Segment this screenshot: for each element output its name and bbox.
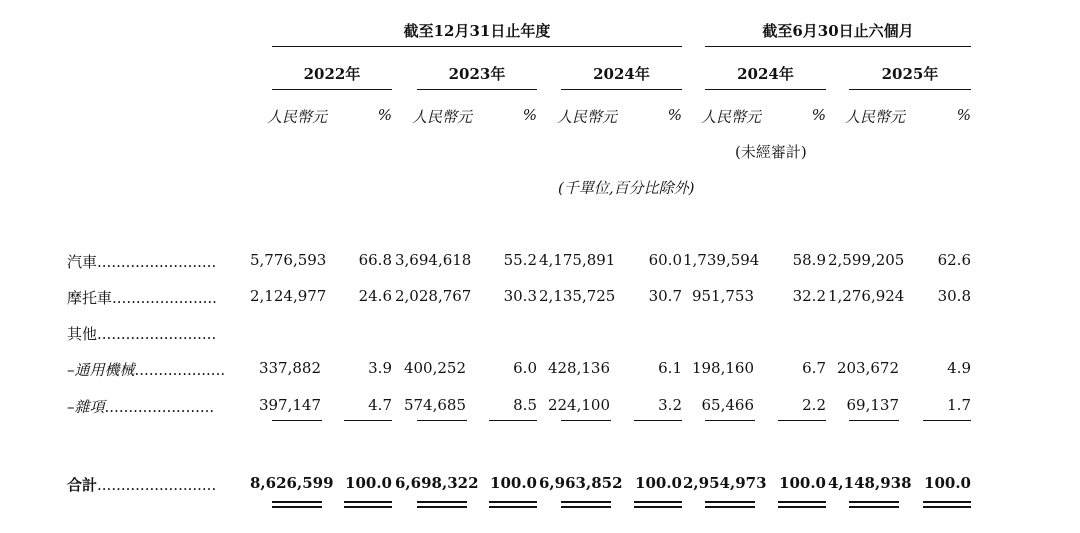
- six-month-period-rule: [705, 46, 971, 47]
- subtotal-rule: [634, 420, 682, 421]
- cell-misc-2022-amt: 397,147: [258, 396, 321, 414]
- cell-misc-2024h1-amt: 65,466: [701, 396, 754, 414]
- cell-auto-2025h1-amt: 2,599,205: [828, 251, 905, 269]
- cell-gm-2025h1-pct: 4.9: [947, 359, 971, 377]
- cell-total-2025h1-pct: 100.0: [924, 474, 971, 492]
- year-rule-2023: [417, 89, 537, 90]
- year-rule-2024: [561, 89, 682, 90]
- cell-gm-2023-amt: 400,252: [403, 359, 466, 377]
- cell-misc-2025h1-amt: 69,137: [846, 396, 899, 414]
- total-double-rule: [849, 501, 899, 508]
- subtotal-rule: [923, 420, 971, 421]
- year-rule-2025-h1: [849, 89, 971, 90]
- cell-misc-2025h1-pct: 1.7: [947, 396, 971, 414]
- cell-auto-2024h1-pct: 58.9: [792, 251, 826, 269]
- cell-moto-2025h1-amt: 1,276,924: [828, 287, 905, 305]
- cell-gm-2022-amt: 337,882: [258, 359, 321, 377]
- cell-gm-2022-pct: 3.9: [368, 359, 392, 377]
- cell-total-2024h1-amt: 2,954,973: [683, 474, 767, 492]
- cell-auto-2024-amt: 4,175,891: [539, 251, 616, 269]
- cell-misc-2023-amt: 574,685: [403, 396, 466, 414]
- unit-label-2022: 人民幣元: [267, 108, 328, 126]
- cell-total-2025h1-amt: 4,148,938: [828, 474, 912, 492]
- total-double-rule: [344, 501, 392, 508]
- total-double-rule: [705, 501, 755, 508]
- unit-label-2023: 人民幣元: [412, 108, 473, 126]
- cell-gm-2024-amt: 428,136: [547, 359, 610, 377]
- pct-label-2024-h1: %: [811, 106, 826, 124]
- cell-auto-2022-amt: 5,776,593: [250, 251, 327, 269]
- total-double-rule: [489, 501, 537, 508]
- cell-moto-2025h1-pct: 30.8: [937, 287, 971, 305]
- subtotal-rule: [849, 420, 899, 421]
- cell-auto-2022-pct: 66.8: [358, 251, 392, 269]
- row-label-automobile: 汽車.........................: [67, 253, 217, 271]
- subtotal-rule: [778, 420, 826, 421]
- subtotal-rule: [489, 420, 537, 421]
- cell-gm-2024h1-pct: 6.7: [802, 359, 826, 377]
- year-rule-2022: [272, 89, 392, 90]
- dot-leader: .........................: [97, 253, 217, 271]
- year-end-period-header: 截至12月31日止年度: [403, 22, 551, 40]
- cell-total-2023-pct: 100.0: [490, 474, 537, 492]
- cell-misc-2024-amt: 224,100: [547, 396, 610, 414]
- year-header-2023: 2023年: [448, 65, 506, 83]
- cell-misc-2023-pct: 8.5: [513, 396, 537, 414]
- row-label-total: 合計.........................: [67, 476, 217, 494]
- cell-moto-2023-pct: 30.3: [503, 287, 537, 305]
- cell-auto-2023-pct: 55.2: [503, 251, 537, 269]
- dot-leader: ...................: [134, 361, 226, 379]
- unaudited-note: (未經審計): [735, 143, 807, 161]
- cell-gm-2025h1-amt: 203,672: [836, 359, 899, 377]
- dot-leader: .......................: [104, 398, 215, 416]
- unit-label-2025-h1: 人民幣元: [845, 108, 906, 126]
- cell-moto-2024-amt: 2,135,725: [539, 287, 616, 305]
- subtotal-rule: [417, 420, 467, 421]
- unit-label-2024-h1: 人民幣元: [701, 108, 762, 126]
- year-header-2025-h1: 2025年: [881, 65, 939, 83]
- row-label-miscellaneous: –雜項.......................: [67, 398, 215, 416]
- cell-auto-2024-pct: 60.0: [648, 251, 682, 269]
- total-double-rule: [923, 501, 971, 508]
- year-rule-2024-h1: [705, 89, 826, 90]
- cell-moto-2024-pct: 30.7: [648, 287, 682, 305]
- row-label-general-machinery: –通用機械...................: [67, 361, 226, 379]
- cell-misc-2022-pct: 4.7: [368, 396, 392, 414]
- cell-moto-2024h1-amt: 951,753: [691, 287, 754, 305]
- cell-moto-2024h1-pct: 32.2: [792, 287, 826, 305]
- cell-misc-2024-pct: 3.2: [658, 396, 682, 414]
- cell-total-2024h1-pct: 100.0: [779, 474, 826, 492]
- cell-auto-2025h1-pct: 62.6: [937, 251, 971, 269]
- cell-auto-2023-amt: 3,694,618: [395, 251, 472, 269]
- cell-moto-2022-pct: 24.6: [358, 287, 392, 305]
- cell-gm-2023-pct: 6.0: [513, 359, 537, 377]
- total-double-rule: [778, 501, 826, 508]
- pct-label-2025-h1: %: [956, 106, 971, 124]
- dot-leader: .........................: [97, 476, 217, 494]
- cell-moto-2023-amt: 2,028,767: [395, 287, 472, 305]
- cell-total-2022-amt: 8,626,599: [250, 474, 334, 492]
- pct-label-2023: %: [522, 106, 537, 124]
- year-end-period-rule: [272, 46, 682, 47]
- year-header-2022: 2022年: [303, 65, 361, 83]
- year-header-2024-h1: 2024年: [737, 65, 794, 83]
- cell-misc-2024h1-pct: 2.2: [802, 396, 826, 414]
- unit-note: (千單位,百分比除外): [558, 179, 695, 197]
- subtotal-rule: [344, 420, 392, 421]
- cell-total-2024-pct: 100.0: [635, 474, 682, 492]
- cell-total-2022-pct: 100.0: [345, 474, 392, 492]
- cell-gm-2024h1-amt: 198,160: [691, 359, 754, 377]
- year-header-2024: 2024年: [593, 65, 650, 83]
- unit-label-2024: 人民幣元: [557, 108, 618, 126]
- subtotal-rule: [561, 420, 611, 421]
- dot-leader: .........................: [97, 325, 217, 343]
- pct-label-2024: %: [667, 106, 682, 124]
- row-label-motorcycle: 摩托車......................: [67, 289, 217, 307]
- cell-total-2024-amt: 6,963,852: [539, 474, 623, 492]
- subtotal-rule: [272, 420, 322, 421]
- total-double-rule: [561, 501, 611, 508]
- six-month-period-header: 截至6月30日止六個月: [762, 22, 914, 40]
- pct-label-2022: %: [377, 106, 392, 124]
- total-double-rule: [417, 501, 467, 508]
- total-double-rule: [634, 501, 682, 508]
- cell-moto-2022-amt: 2,124,977: [250, 287, 327, 305]
- cell-auto-2024h1-amt: 1,739,594: [683, 251, 760, 269]
- dot-leader: ......................: [112, 289, 217, 307]
- row-label-other: 其他.........................: [67, 325, 217, 343]
- cell-total-2023-amt: 6,698,322: [395, 474, 479, 492]
- subtotal-rule: [705, 420, 755, 421]
- total-double-rule: [272, 501, 322, 508]
- cell-gm-2024-pct: 6.1: [658, 359, 682, 377]
